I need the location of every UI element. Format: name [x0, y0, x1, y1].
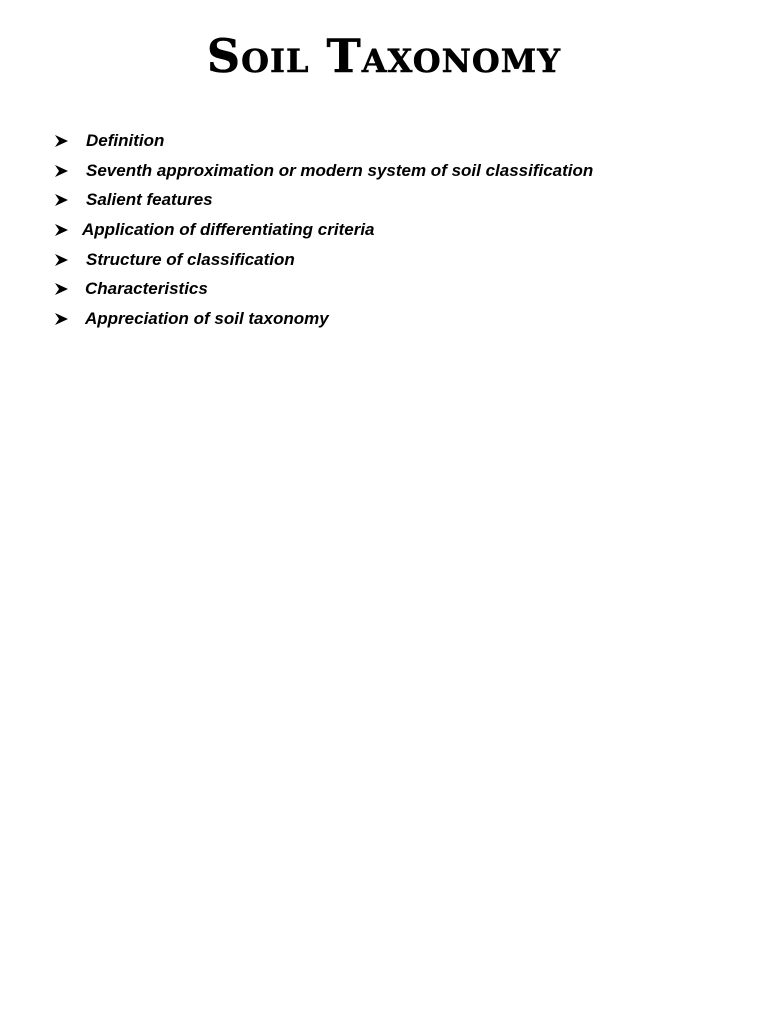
- list-item-label: Definition: [86, 131, 165, 150]
- list-item-label: Seventh approximation or modern system of soil classification: [86, 160, 594, 180]
- list-item: [0, 126, 768, 156]
- list-item-label: Application of differentiating criteria: [82, 220, 375, 240]
- bullet-list: [0, 126, 768, 334]
- list-item-label: Salient features: [86, 190, 213, 210]
- list-item: [0, 215, 768, 245]
- list-item-label: Structure of classification: [86, 249, 295, 269]
- arrow-bullet-icon: [55, 156, 69, 186]
- arrow-bullet-icon: [55, 304, 69, 334]
- arrow-bullet-icon: [55, 245, 69, 275]
- list-item: [0, 156, 768, 186]
- list-item-label: Characteristics: [85, 279, 208, 299]
- arrow-bullet-icon: [55, 126, 69, 156]
- list-item: [0, 185, 768, 215]
- list-item: [0, 245, 768, 275]
- list-item: [0, 304, 768, 334]
- arrow-bullet-icon: [55, 185, 69, 215]
- list-item-label: Appreciation of soil taxonomy: [85, 309, 329, 329]
- page-title: Soil Taxonomy: [206, 29, 562, 83]
- arrow-bullet-icon: [55, 215, 69, 245]
- arrow-bullet-icon: [55, 274, 69, 304]
- list-item: [0, 274, 768, 304]
